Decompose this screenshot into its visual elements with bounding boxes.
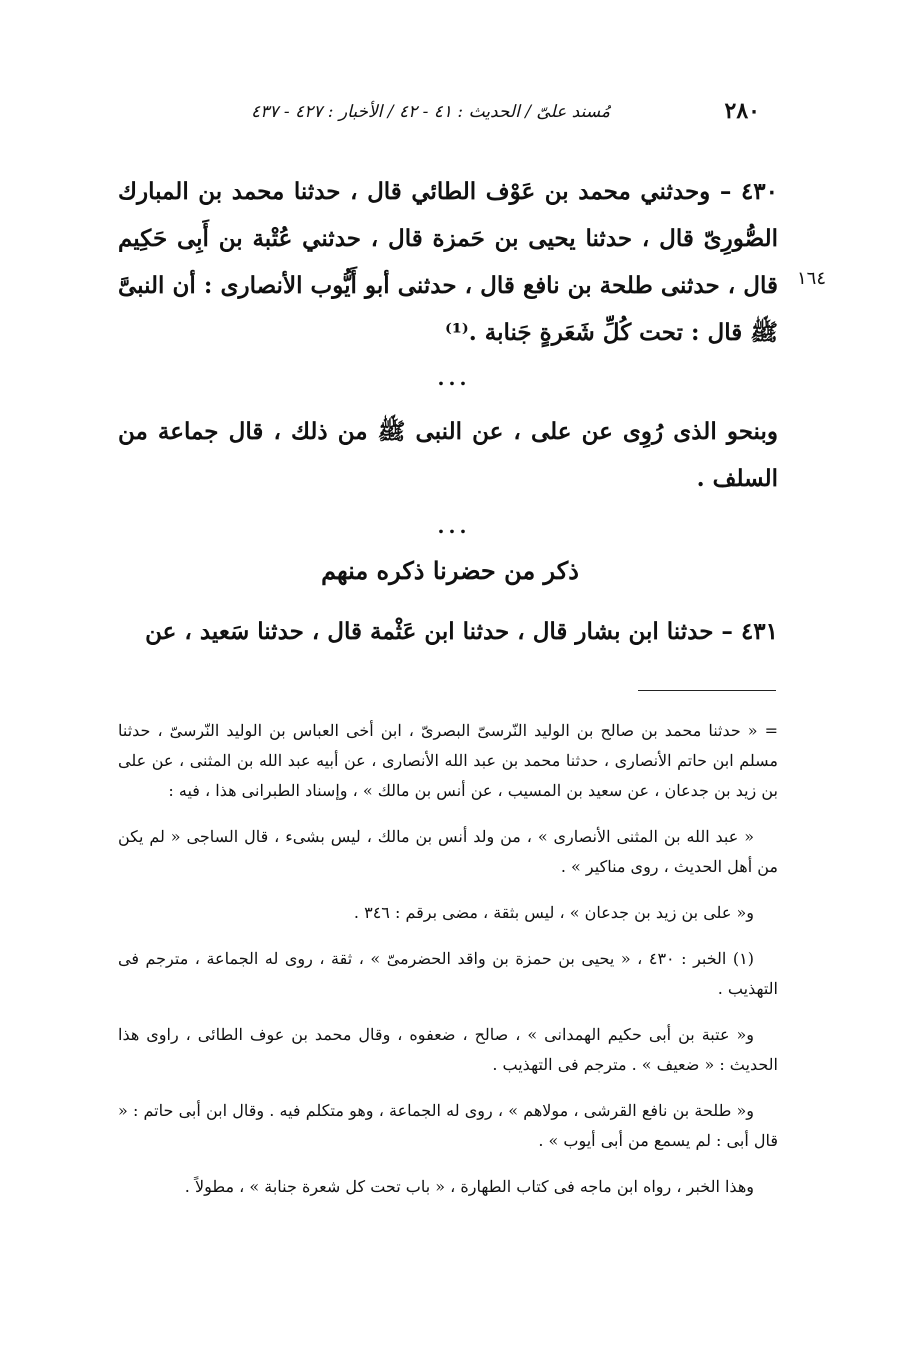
footnote-paragraph: وهذا الخبر ، رواه ابن ماجه فى كتاب الطهارة ، « باب تحت كل شعرة جنابة » ، مطولاً . — [184, 1177, 754, 1196]
ellipsis-separator: ... — [437, 366, 471, 390]
footnotes-section — [118, 716, 778, 1218]
footnote-paragraph: « عبد الله بن المثنى الأنصارى » ، من ولد أنس بن مالك ، ليس بشىء ، قال الساجى « لم يكن من أهل الحديث ، روى مناكير » . — [118, 827, 778, 876]
transition-paragraph: وبنحو الذى رُوِى عن على ، عن النبى ﷺ من ذلك ، قال جماعة من السلف . — [118, 418, 778, 492]
footnote-paragraph: (١) الخبر : ٤٣٠ ، « يحيى بن حمزة بن واقد الحضرمىّ » ، ثقة ، روى له الجماعة ، مترجم فى التهذيب . — [118, 949, 778, 998]
page-number: ٢٨٠ — [724, 98, 760, 124]
footnote-paragraph: و« على بن زيد بن جدعان » ، ليس بثقة ، مضى برقم : ٣٤٦ . — [353, 903, 754, 922]
running-title: مُسند علىّ / الحديث : ٤١ - ٤٢ / الأخبار : ٤٢٧ - ٤٣٧ — [251, 102, 610, 122]
footnote-paragraph: و« عتبة بن أبى حكيم الهمدانى » ، صالح ، ضعفوه ، وقال محمد بن عوف الطائى ، راوى هذا الحديث : « ضعيف » . مترجم فى التهذيب . — [118, 1025, 778, 1074]
hadith-431-paragraph: ٤٣١ – حدثنا ابن بشار قال ، حدثنا ابن عَثْمة قال ، حدثنا سَعيد ، عن — [145, 618, 778, 645]
footnote-paragraph: = « حدثنا محمد بن صالح بن الوليد النّرسىّ البصرىّ ، ابن أخى العباس بن الوليد النّرسىّ ، حدثنا مسلم ابن حاتم الأنصارى ، حدثنا محمد بن عبد الله الأنصارى ، عن أبيه عبد الله بن المثنى ، عن على بن زيد بن جدعان ، عن سعيد بن المسيب ، عن أنس بن مالك » ، وإسناد الطبرانى هذا ، فيه : — [118, 721, 779, 800]
margin-page-reference: ١٦٤ — [796, 268, 826, 289]
footnote-divider — [638, 690, 776, 691]
section-heading: ذكر من حضرنا ذكره منهم — [321, 556, 579, 585]
ellipsis-separator: ... — [437, 514, 471, 538]
hadith-430-paragraph: ٤٣٠ – وحدثني محمد بن عَوْف الطائي قال ، حدثنا محمد بن المبارك الصُّورِىّ قال ، حدثنا يحيى بن حَمزة قال ، حدثني عُتْبة بن أَبِى حَكِيم قال ، حدثنى طلحة بن نافع قال ، حدثنى أبو أَيُّوب الأنصارى : أن النبىَّ ﷺ قال : تحت كُلِّ شَعَرةٍ جَنابة .⁽¹⁾ — [118, 178, 778, 346]
footnote-paragraph: و« طلحة بن نافع القرشى ، مولاهم » ، روى له الجماعة ، وهو متكلم فيه . وقال ابن أبى حاتم : « قال أبى : لم يسمع من أبى أيوب » . — [118, 1101, 778, 1150]
page-header — [200, 98, 760, 138]
